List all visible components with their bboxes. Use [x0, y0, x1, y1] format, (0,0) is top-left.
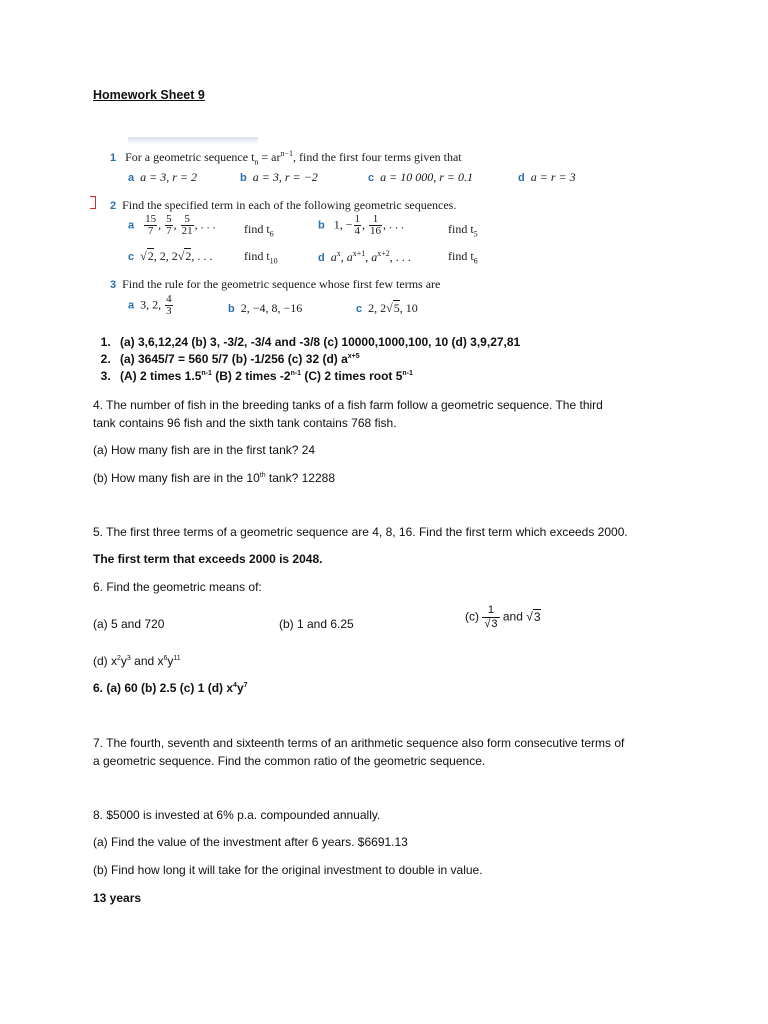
q2-part-c-label: c: [128, 251, 135, 263]
q3-part-a: [128, 294, 174, 317]
q2-prompt-text: Find the specified term in each of the following geometric sequences.: [122, 198, 457, 212]
q2a-f1-num: 15: [145, 213, 157, 225]
q2d-a1: a: [330, 250, 337, 264]
answers-list: [96, 334, 520, 385]
q6d-s1: 2: [117, 655, 121, 662]
answer-3-c: (C) 2 times root 5: [301, 369, 403, 383]
q8-part-b: (b) Find how long it will take for the original investment to double in value.: [93, 863, 483, 877]
q3-part-c: c 2, 2√5, 10: [356, 301, 418, 315]
q2a-find-text: find t: [244, 222, 270, 236]
q3a-fraction: [165, 294, 173, 317]
q1-part-c: [368, 170, 473, 185]
q2d-find-sub: 6: [473, 256, 478, 266]
q2a-fraction-2: [165, 214, 173, 237]
q6-part-c: (c) $\frac{1}{√3}$ and √3: [465, 604, 541, 630]
answer-2: [114, 351, 520, 368]
q2b-f1-den: 4: [354, 225, 361, 237]
q6c-num: 1: [482, 604, 499, 618]
q1-prompt-start: For a geometric sequence t: [125, 150, 255, 164]
q3c-end: , 10: [399, 301, 418, 315]
q8-part-a: (a) Find the value of the investment after 6 years. $6691.13: [93, 835, 408, 849]
q2-part-d-label: d: [318, 252, 325, 264]
q2c-mid: , 2, 2: [153, 249, 178, 263]
q2b-f2-den: 16: [370, 225, 382, 237]
q1-part-a-text: a = 3, r = 2: [140, 170, 197, 184]
q6c-den-root: 3: [491, 618, 498, 630]
q2a-tail: , . . .: [194, 217, 216, 232]
q1-part-a-label: a: [128, 172, 135, 184]
q4-line-2: tank contains 96 fish and the sixth tank contains 768 fish.: [93, 416, 397, 430]
question-3-prompt: [110, 277, 440, 292]
answer-3-c-sup: n-1: [402, 370, 413, 377]
q8-answer: 13 years: [93, 891, 142, 905]
q2a-f2-num: 5: [166, 213, 172, 225]
q1-prompt-sub: n: [254, 157, 259, 167]
q6-answer-text: 6. (a) 60 (b) 2.5 (c) 1 (d) x: [93, 681, 234, 695]
q1-part-b-label: b: [240, 172, 247, 184]
q6d-s2: 3: [126, 655, 131, 662]
q2b-find-sub: 5: [473, 229, 478, 239]
q6d-s3: 6: [163, 655, 168, 662]
q6-part-a: (a) 5 and 720: [93, 617, 165, 631]
q8-line-1: 8. $5000 is invested at 6% p.a. compounded annually.: [93, 808, 381, 822]
q6-answer-s1: 4: [233, 682, 237, 689]
sheet-title: Homework Sheet 9: [93, 88, 205, 102]
q2-part-d: d $a^x$, $a^{x+1}$, $a^{x+2}$, . . .: [318, 249, 411, 264]
answer-3-a: (A) 2 times 1.5: [120, 369, 202, 383]
q2d-s1: x: [336, 249, 341, 258]
q2c-root-2: 2: [185, 249, 192, 263]
q3c-start: 2, 2: [368, 301, 387, 315]
answer-3-b: (B) 2 times -2: [211, 369, 291, 383]
question-3-number: 3: [110, 279, 117, 291]
q4-part-b: [93, 469, 335, 487]
q2d-tail: , . . .: [389, 250, 411, 264]
q2-part-a: a $\frac{15}{7}$ , $\frac{5}{7}$ , $\frac{5}{21}$ , . . .: [128, 213, 216, 237]
q2a-fraction-1: [144, 214, 157, 237]
q2a-find-sub: 6: [269, 229, 274, 239]
scan-edge-shadow: [128, 137, 258, 145]
q4-part-a: (a) How many fish are in the first tank? 24: [93, 443, 316, 457]
q2d-s3: x+2: [377, 249, 390, 258]
q6c-and: and: [499, 609, 527, 624]
q6d-y2: y: [167, 654, 174, 668]
q4b-start: (b) How many fish are in the 10: [93, 471, 260, 485]
q7-line-1: 7. The fourth, seventh and sixteenth terms of an arithmetic sequence also form consecutive terms of: [93, 736, 625, 750]
q3a-f-den: 3: [166, 305, 172, 317]
q1-part-a: [128, 170, 197, 185]
answer-3-a-sup: n-1: [201, 370, 212, 377]
q6-answer: [93, 679, 248, 697]
q2b-start: 1, −: [333, 217, 353, 232]
q5-line-1: 5. The first three terms of a geometric sequence are 4, 8, 16. Find the first term which exceeds 2000.: [93, 525, 628, 539]
q2c-tail: , . . .: [191, 249, 213, 263]
q3b-text: 2, −4, 8, −16: [240, 301, 303, 315]
answer-3: [114, 368, 520, 385]
q5-answer: The first term that exceeds 2000 is 2048.: [93, 552, 323, 566]
q6-part-b: (b) 1 and 6.25: [279, 617, 354, 631]
edit-marker-icon: [90, 196, 96, 209]
q3-prompt-text: Find the rule for the geometric sequence whose first few terms are: [122, 277, 441, 291]
q2c-find-text: find t: [244, 249, 270, 263]
q2-part-b: b 1, − $\frac{1}{4}$ , $\frac{1}{16}$ , . . .: [318, 213, 405, 237]
q1-prompt-end: , find the first four terms given that: [293, 150, 462, 164]
q2-part-c: c √2, 2, 2√2, . . .: [128, 249, 213, 263]
answer-1-text: (a) 3,6,12,24 (b) 3, -3/2, -3/4 and -3/8 (c) 10000,1000,100, 10 (d) 3,9,27,81: [120, 335, 521, 349]
q4b-sup: th: [259, 472, 266, 479]
q2b-fraction-1: [354, 214, 362, 237]
q6d-y: y: [120, 654, 127, 668]
answer-2-sup: x+5: [347, 353, 360, 360]
q1-part-b-text: a = 3, r = −2: [252, 170, 318, 184]
q2-part-b-label: b: [318, 219, 325, 232]
q3a-f-num: 4: [166, 293, 172, 305]
q2b-find: [448, 222, 478, 238]
q3a-text: 3, 2,: [140, 297, 162, 312]
q7-line-2: a geometric sequence. Find the common ratio of the geometric sequence.: [93, 754, 486, 768]
q2a-f3-den: 21: [181, 225, 193, 237]
q2d-a2: a: [346, 250, 353, 264]
q2c-find: [244, 249, 278, 265]
q2-part-a-label: a: [128, 219, 135, 232]
q2d-s2: x+1: [352, 249, 366, 258]
q6-part-d: [93, 652, 181, 670]
q6d-start: (d) x: [93, 654, 117, 668]
question-1-number: 1: [110, 152, 117, 164]
answer-3-b-sup: n-1: [290, 370, 302, 377]
q6-answer-y: y: [236, 681, 244, 695]
q2c-find-sub: 10: [269, 256, 278, 266]
q6c-fraction: [482, 604, 499, 631]
q2c-root-1: 2: [147, 249, 154, 263]
q2b-f2-num: 1: [369, 214, 382, 226]
answer-1: [114, 334, 520, 351]
q6c-den: √3: [484, 618, 498, 630]
q6-answer-s2: 7: [243, 682, 248, 689]
q1-part-d: [518, 170, 576, 185]
q2a-f2-den: 7: [166, 225, 172, 237]
question-2-number: 2: [110, 200, 117, 212]
q1-prompt-sup: n−1: [280, 149, 294, 158]
q2b-tail: , . . .: [383, 217, 405, 232]
q4b-end: tank? 12288: [265, 471, 335, 485]
q1-part-c-label: c: [368, 172, 375, 184]
q6-prompt: 6. Find the geometric means of:: [93, 580, 262, 594]
q3c-root: 5: [393, 301, 400, 315]
answer-2-text: (a) 3645/7 = 560 5/7 (b) -1/256 (c) 32 (d) a: [120, 352, 348, 366]
q2a-find: [244, 222, 274, 238]
q2a-f3-num: 5: [181, 214, 194, 226]
q2b-fraction-2: [369, 214, 382, 237]
q4-line-1: 4. The number of fish in the breeding tanks of a fish farm follow a geometric sequence. The third: [93, 398, 603, 412]
q1-part-d-text: a = r = 3: [530, 170, 576, 184]
q2b-find-text: find t: [448, 222, 474, 236]
question-1-prompt: [110, 149, 462, 166]
q2a-fraction-3: [181, 214, 194, 237]
q2a-f1-den: 7: [147, 225, 154, 237]
q2d-find-text: find t: [448, 249, 474, 263]
q1-part-d-label: d: [518, 172, 525, 184]
q1-prompt-mid: = ar: [258, 150, 281, 164]
question-2-prompt: [110, 198, 456, 213]
q3-part-a-label: a: [128, 299, 135, 312]
q1-part-b: [240, 170, 318, 185]
q3-part-c-label: c: [356, 303, 363, 315]
q6c-root: 3: [533, 609, 541, 624]
q2d-a3: a: [371, 250, 378, 264]
q3-part-b: [228, 301, 302, 316]
q2d-find: [448, 249, 478, 265]
q1-part-c-text: a = 10 000, r = 0.1: [380, 170, 473, 184]
q6c-label: (c): [465, 609, 479, 624]
q2b-f1-num: 1: [354, 213, 361, 225]
q6d-s4: 11: [173, 655, 181, 662]
q6d-and: and x: [130, 654, 164, 668]
q3-part-b-label: b: [228, 303, 235, 315]
